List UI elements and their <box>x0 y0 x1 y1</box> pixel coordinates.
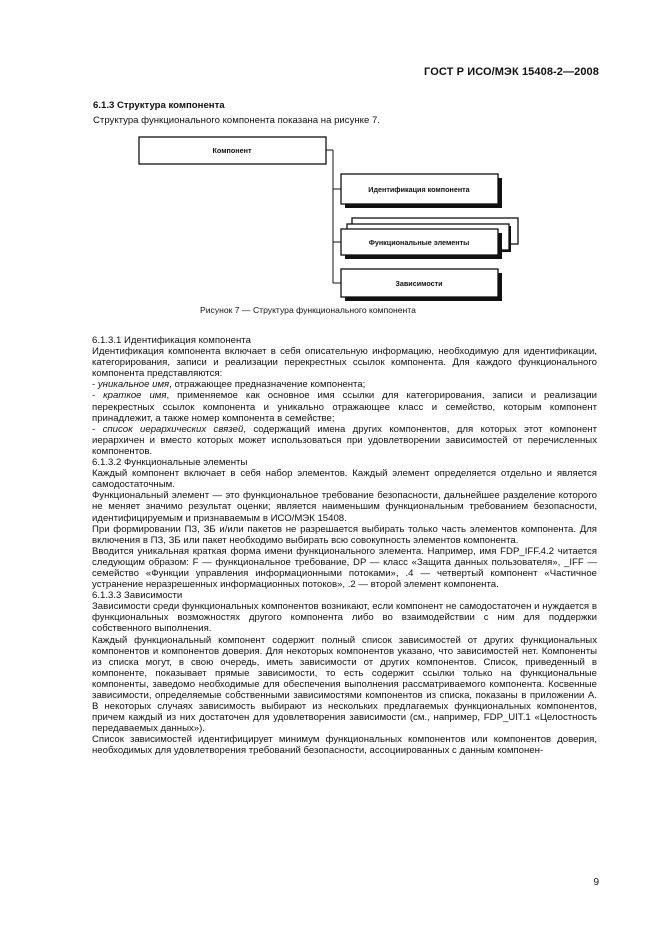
paragraph: Каждый функциональный компонент содержит полный список зависимостей от других функциональных компонентов и компонентов доверия. Для некоторых компонентов указано, что зависимостей нет. Компоненты из списка могут, в свою очередь, иметь зависимости от других компонентов. Список, приведенный в компоненте, показывает прямые зависимости, то есть содержит ссылки только на функциональные компоненты, заведомо необходимые для обеспечения выполнения рассматриваемого компонента. Косвенные зависимости, определяемые собственными зависимостями компонентов из списка, показаны в приложении А. В некоторых случаях зависимость выбирают из нескольких предлагаемых функциональных компонентов, причем каждый из них достаточен для удовлетворения зависимости (см., например, FDP_UIT.1 «Целостность передаваемых данных»). <box>92 634 597 735</box>
component-label: Компонент <box>212 146 252 155</box>
body-text <box>92 335 597 757</box>
dependencies-label: Зависимости <box>395 279 443 288</box>
list-item-text: , содержащий имена других компонентов, для которых этот компонент иерархичен и вместо которых может использоваться при удовлетворении зависимостей от перечисленных компонентов. <box>92 423 597 457</box>
subsection-title-identification: 6.1.3.1 Идентификация компонента <box>92 335 251 346</box>
list-item-term: краткое имя <box>103 390 167 402</box>
elements-label: Функциональные элементы <box>368 238 470 247</box>
section-title: 6.1.3 Структура компонента <box>93 100 225 111</box>
paragraph: Каждый компонент включает в себя набор элементов. Каждый элемент определяется отдельно и является самодостаточным. <box>92 468 597 491</box>
figure-caption: Рисунок 7 — Структура функционального компонента <box>200 305 416 315</box>
paragraph: Зависимости среди функциональных компонентов возникают, если компонент не самодостаточен и нуждается в функциональных возможностях другого компонента либо во взаимодействии с ним для поддержки собственного выполнения. <box>92 601 597 635</box>
document-header: ГОСТ Р ИСО/МЭК 15408-2—2008 <box>424 66 599 78</box>
list-item-term: список иерархических связей <box>102 423 244 435</box>
page-number: 9 <box>593 877 599 888</box>
list-item: - список иерархических связей, содержащий имена других компонентов, для которых этот компонент иерархичен и вместо которых может использоваться при удовлетворении зависимостей от перечисленных компонентов. <box>92 423 597 457</box>
list-item-text: , применяемое как основное имя ссылки для категорирования, записи и реализации перекрестных ссылок компонента и уникально отражающее класс и семейство, которым компонент принадлежит, а также номер компонента в семействе; <box>92 390 597 424</box>
paragraph: Функциональный элемент — это функциональное требование безопасности, дальнейшее разделение которого не меняет значимо результат оценки; является наименьшим функциональным требованием безопасности, идентифицируемым и признаваемым в ИСО/МЭК 15408. <box>92 490 597 524</box>
paragraph: Идентификация компонента включает в себя описательную информацию, необходимую для идентификации, категорирования, записи и реализации перекрестных ссылок компонента. Для каждого функционального компонента представляются: <box>92 346 597 380</box>
list-item-text: , отражающее предназначение компонента; <box>169 379 366 391</box>
subsection-title-dependencies: 6.1.3.3 Зависимости <box>92 590 183 602</box>
list-item-term: уникальное имя <box>97 379 170 391</box>
paragraph: Список зависимостей идентифицирует минимум функциональных компонентов или компонентов доверия, необходимых для удовлетворения требований безопасности, ассоциированных с данным компонен- <box>92 734 597 757</box>
list-item: - краткое имя, применяемое как основное имя ссылки для категорирования, записи и реализации перекрестных ссылок компонента и уникально отражающее класс и семейство, которым компонент принадлежит, а также номер компонента в семействе; <box>92 390 597 424</box>
list-item: - уникальное имя, отражающее предназначение компонента; <box>92 379 366 391</box>
identification-label: Идентификация компонента <box>368 185 470 194</box>
intro-text: Структура функционального компонента показана на рисунке 7. <box>93 115 380 126</box>
subsection-title-elements: 6.1.3.2 Функциональные элементы <box>92 457 248 469</box>
paragraph: При формировании ПЗ, ЗБ и/или пакетов не разрешается выбирать только часть элементов компонента. Для включения в ПЗ, ЗБ или пакет необходимо выбирать всю совокупность элементов компонента. <box>92 523 597 546</box>
paragraph: Вводится уникальная краткая форма имени функционального элемента. Например, имя FDP_IFF.4.2 читается следующим образом: F — функциональное требование, DP — класс «Защита данных пользователя», _IFF — семейство «Функции управления информационными потоками», .4 — четвертый компонент «Частичное устранение неразрешенных информационных потоков», .2 — второй элемент компонента. <box>92 545 597 591</box>
component-structure-diagram <box>0 0 661 320</box>
